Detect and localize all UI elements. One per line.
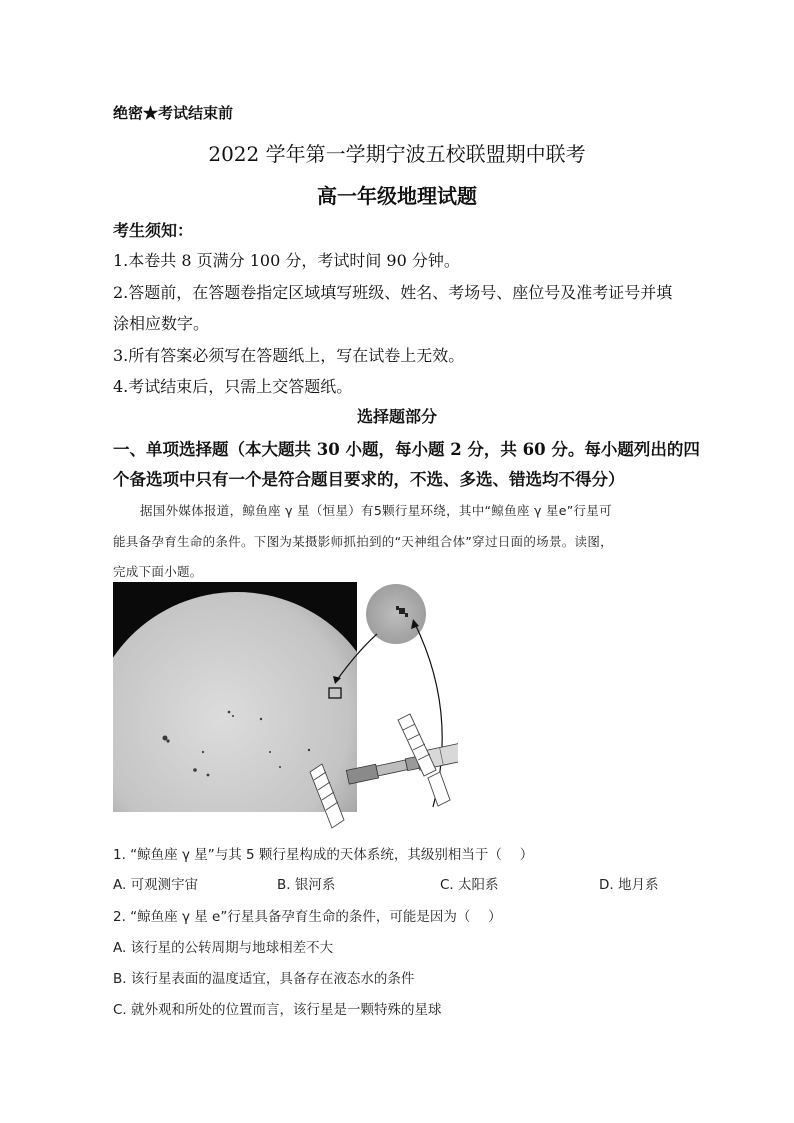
notice-heading: 考生须知： — [113, 221, 194, 240]
notice-item: 涂相应数字。 — [113, 314, 210, 333]
material-text: 据国外媒体报道，鲸鱼座 γ 星（恒星）有5颗行星环绕，其中“鲸鱼座 γ 星e”行星可 — [140, 503, 612, 518]
question-option: B. 银河系 — [277, 877, 336, 893]
question-option: D. 地月系 — [599, 877, 659, 893]
part-instructions: 一、单项选择题（本大题共 30 小题，每小题 2 分，共 60 分。每小题列出的四 — [113, 440, 700, 459]
solar-panels — [300, 712, 460, 832]
notice-item: 1.本卷共 8 页满分 100 分，考试时间 90 分钟。 — [113, 251, 460, 270]
exam-subtitle: 高一年级地理试题 — [317, 184, 477, 208]
question-option: C. 太阳系 — [440, 877, 499, 893]
notice-item: 4.考试结束后，只需上交答题纸。 — [113, 377, 353, 396]
confidential-label: 绝密★考试结束前 — [113, 104, 234, 122]
material-text: 能具备孕育生命的条件。下图为某摄影师抓拍到的“天神组合体”穿过日面的场景。读图， — [113, 534, 613, 549]
exam-title: 2022 学年第一学期宁波五校联盟期中联考 — [208, 142, 586, 166]
question-option: C. 就外观和所处的位置而言，该行星是一颗特殊的星球 — [113, 1002, 442, 1018]
question-stem: 1. “鲸鱼座 γ 星”与其 5 颗行星构成的天体系统，其级别相当于（ ） — [113, 847, 534, 863]
question-option: B. 该行星表面的温度适宜，具备存在液态水的条件 — [113, 971, 415, 987]
question-option: A. 该行星的公转周期与地球相差不大 — [113, 940, 334, 956]
question-stem: 2. “鲸鱼座 γ 星 e”行星具备孕育生命的条件，可能是因为（ ） — [113, 909, 502, 925]
notice-item: 2.答题前，在答题卷指定区域填写班级、姓名、考场号、座位号及准考证号并填 — [113, 283, 673, 302]
zoom-circle — [366, 584, 426, 644]
section-title: 选择题部分 — [356, 407, 437, 426]
material-text: 完成下面小题。 — [113, 564, 203, 579]
part-instructions: 个备选项中只有一个是符合题目要求的，不选、多选、错选均不得分） — [113, 470, 625, 489]
question-option: A. 可观测宇宙 — [113, 877, 199, 893]
notice-item: 3.所有答案必须写在答题纸上，写在试卷上无效。 — [113, 346, 465, 365]
